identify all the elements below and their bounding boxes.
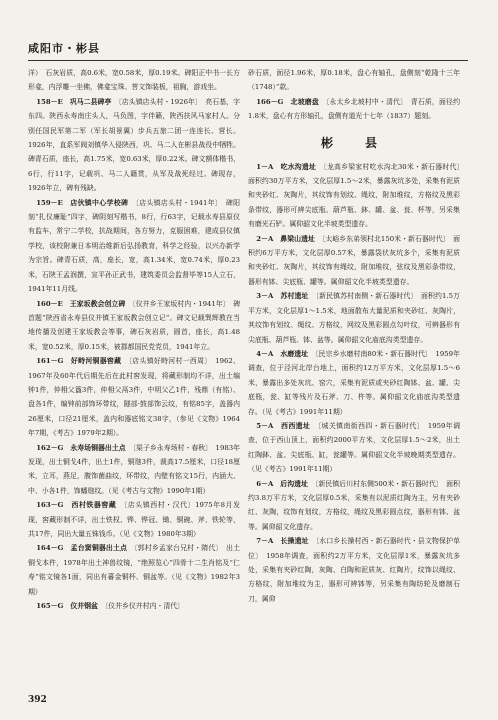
catalog-entry [28, 541, 240, 599]
catalog-entry [28, 599, 240, 613]
entry-text: 砂石质，面径1.96米，厚0.18米，盘心有轴孔，盘侧刻“乾隆十三年（1748）”款。 [248, 69, 460, 92]
catalog-entry [28, 297, 240, 355]
catalog-entry [28, 196, 240, 297]
entry-text: 〔店头镇店头村・1941年〕 碑阳刻“扎仪廉耻”四字，碑阴刻写楷书，8行，行63字，记载水寿县原仪有监车，常宁二学校，抗战期间，各方努力，克服困难，建成县仪镇学校，该校附兼日本明治维新后弘扬教育，科学之经验，以兴办新学为宗旨。碑青石质，高，座长，宽，高1.34米，宽0.74米，厚0.23米，石陕王孟润撰，宣平孙正武书，建筑委员会监督毕等15人立石，1941年11月线。 [28, 198, 241, 294]
entry-text: 〔郭村乡孟家台兄村・隋代〕 出土铜戈本件，1978年出土神兽纹镜，“绝照览心”四骨十二生肖铭及“仁寿”铭文镜各1面，同出有蕃金铜杯、铜盆等。（见《文物》1982年3期） [28, 544, 240, 596]
catalog-entry [28, 441, 240, 499]
continued-text [248, 66, 460, 95]
catalog-entry [248, 160, 467, 232]
right-column-body [248, 160, 467, 607]
entry-text: 〔永太乡北坡村中・清代〕 青石质，面径约1.8米，盘心有方形轴孔，盘侧有道光十七年（1837）题刻。 [248, 97, 460, 121]
catalog-entry [28, 95, 240, 196]
entry-title: 7－A 长操遗址 [256, 537, 309, 546]
catalog-entry [248, 95, 460, 124]
catalog-entry [248, 419, 460, 477]
entry-title: 163－G 西村铁器窖藏 [36, 501, 117, 510]
entry-text: 〔新民镇后川村东侧500米・新石器时代〕 面积约3.8万平方米，文化层厚0.5米，采集有以泥质红陶为主，另有夹砂红、灰陶，纹饰有划纹，方格纹，绳纹及黑彩圆点纹，器形有钵、盆等。属仰韶文化遗存。 [248, 479, 461, 531]
entry-title: 162－G 永寿场铜器出土点 [36, 443, 126, 452]
left-column [28, 66, 240, 613]
entry-title: 165－G 仪井钢盆 [36, 602, 98, 611]
right-column-top [248, 66, 460, 124]
entry-title: 3－A 苏村遗址 [256, 292, 309, 301]
entry-text: 洋） 石灰岩质，高0.6米，宽0.58米，厚0.19米。碑阳正中书一长方形龛，内浮雕一坐佛，佛龛宝珠、菩文饰装板，祖胸，游戏坐。 [28, 69, 240, 92]
entry-text: 〔水口乡长操村西・新石器时代・县文物保护单位〕 1958年调查，面积约2万平方米，文化层厚1米，暴露灰坑多处，采集有夹砂红陶，灰陶、白陶和泥质灰、红陶片，纹饰以绳纹、方格纹，附加堆纹为主，器形可辨钵等，另采集有陶纺轮及磨制石刀，属仰 [248, 537, 461, 603]
entry-text: 〔龙高乡梁家村吃水沟北30米・新石器时代〕 面积约30万平方米，文化层厚1.5～2米，暴露灰坑多处，采集有泥质和夹砂红、灰陶片，其纹饰有划纹、绳纹，附加堆纹，方格纹及黑彩条带纹，器形可辨尖底瓶、葫芦瓶、鉢、罐、盆、瓮、杯等，另采集有磨光石铲。属仰韶文化半坡类型遗存。 [248, 162, 467, 229]
right-column [248, 66, 467, 606]
entry-title: 158－E 巩马二县碑亭 [36, 97, 112, 106]
header-rule [28, 60, 468, 61]
continued-text [28, 66, 240, 95]
entry-text: 〔仪井乡王家坂村内・1941年〕 碑首题“陕西省永寿县仪井镇王家坂教会创立记”。碑文记载巽辉教在当地传播及创建王家坂教会等事，碑石灰岩质，圆首，座长，高1.48米，宽0.52米，厚0.15米，被郡都国民党党员，1941年立。 [28, 299, 241, 351]
entry-text: 〔店头镇店头村・1926年〕 亮石基，字东四。陕西永寿南庄头人，马负图，字伴籁，陕西扶风马家村人。分别任国民军第二军（军长胡景翼）步兵五旅二团一连连长、营长。1926年，直系军阀刘镇华入侵陕西，巩、马二人在彬县战役中牺牲。碑青石质，座长，高1.75米，宽0.63米，厚0.22米。碑文额体楷书，6行，行11字，记载巩、马二人籍贯，从军及战死经过。碑现存，1926年立，碑有残缺。 [28, 97, 241, 193]
entry-text: 〔民宗乡水磨村南80米・新石器时代〕 1959年调查，位于泾河北岸台地上，面积约12万平方米，文化层厚1.5～6米，暴露出多处灰坑、窑穴，采集有泥质或夹砂红陶钵、盆、罐、尖底瓶，瓮、缸等残片及石斧、刀、杵等。属仰韶文化庙底沟类型遗存。（见《考古》1991年11期） [248, 349, 461, 416]
entry-title: 166－G 北坡磨盘 [256, 97, 319, 106]
catalog-entry [248, 477, 460, 535]
entry-title: 1－A 吃水沟遗址 [256, 162, 317, 171]
entry-title: 164－G 孟台窦铜器出土点 [36, 544, 128, 553]
section-title: 彬 县 [320, 135, 387, 150]
entry-title: 161－G 好畤河铜器窖藏 [36, 357, 122, 366]
catalog-entry [248, 347, 460, 419]
entry-title: 6－A 后沟遗址 [256, 479, 309, 488]
running-head: 咸阳市・彬县 [28, 42, 100, 55]
entry-text: 〔店头镇好畤河村一西周〕 1962、1967年及60年代后期先后在此村窖发现，将藏形制均不详，出土编钟1件，仲枏父簋3件，仲枏父鬲3件，中明父乙1件，残鼎（有铭）、盘各1件，编钟前部饰环带纹，隧部·鼓部饰云纹，有铭85字，盖器内26厘米，口径21厘米，盖内和器底铭文38字，（参见《文物》1964年7期，《考古》1979年2期）。 [28, 357, 240, 438]
entry-text: 〔店头镇西村・汉代〕1975年8月发现，窖藏形制不详，出土铁权、铧、铧冠、锄、铜碗、斧、铁轮等，共17件，同出大量五铢钱币。（见《文物》1980年3期） [28, 501, 240, 538]
entry-title: 160－E 王家坂教会创立碑 [36, 299, 126, 308]
entry-title: 5－A 西西遗址 [256, 421, 311, 430]
entry-title: 2－A 鼻梁山遗址 [256, 234, 315, 243]
catalog-entry [248, 534, 460, 606]
catalog-entry [28, 498, 240, 541]
entry-text: 〔城关镇南街西四・新石器时代〕 1959年调查，位于西山顶上，面积约2000平方米，文化层厚1.5～2米，出土红陶鉢、盆、尖底瓶、缸，瓮罐等。属仰韶文化半坡晚期类型遗存。（见《考古》1991年11期） [248, 421, 461, 474]
entry-title: 159－E 店伙镇中心学校碑 [36, 198, 129, 207]
entry-text: 〔仪井乡仪井村内・清代〕 [104, 602, 185, 611]
entry-text: 〔渠子乡永寿场村・春秋〕 1983年发现，出土铜戈4件，出土1件，铜虺3件，裁高17.5厘米，口径18厘米，立耳，燕足，腹饰菌曲纹，环带纹，内壁有铭文15行，内涵大、中、小各1件，饰蟠虺纹。（见《考古与文物》1990年1期） [28, 443, 241, 495]
entry-text: 〔太峪乡东弟领村北150米・新石器时代〕 面积约6万平方米，文化层厚0.57米，暴露袋状灰坑多个，采集有泥质和夹砂红、灰陶片，其纹饰有绳纹，附加堆纹，弦纹及黑彩条带纹，器形有钵、尖底瓶、罐等。属仰韶文化半坡类型遗存。 [248, 234, 461, 286]
entry-text: 〔新民镇苏村南侧・新石器时代〕 面积约1.5万平方米，文化层厚1～1.5米，地面散布大量泥质和夹砂红、灰陶片，其纹饰有划纹、绳纹、方格纹，网纹及黑彩圆点勾叶纹，可辨器形有尖底瓶、葫芦瓶、钵、盆等。属仰韶文化庙底沟类型遗存。 [248, 292, 461, 344]
catalog-entry [248, 232, 460, 290]
entry-title: 4－A 水磨遗址 [256, 349, 309, 358]
page-number: 392 [28, 695, 47, 705]
catalog-entry [248, 289, 460, 347]
catalog-entry [28, 354, 240, 440]
